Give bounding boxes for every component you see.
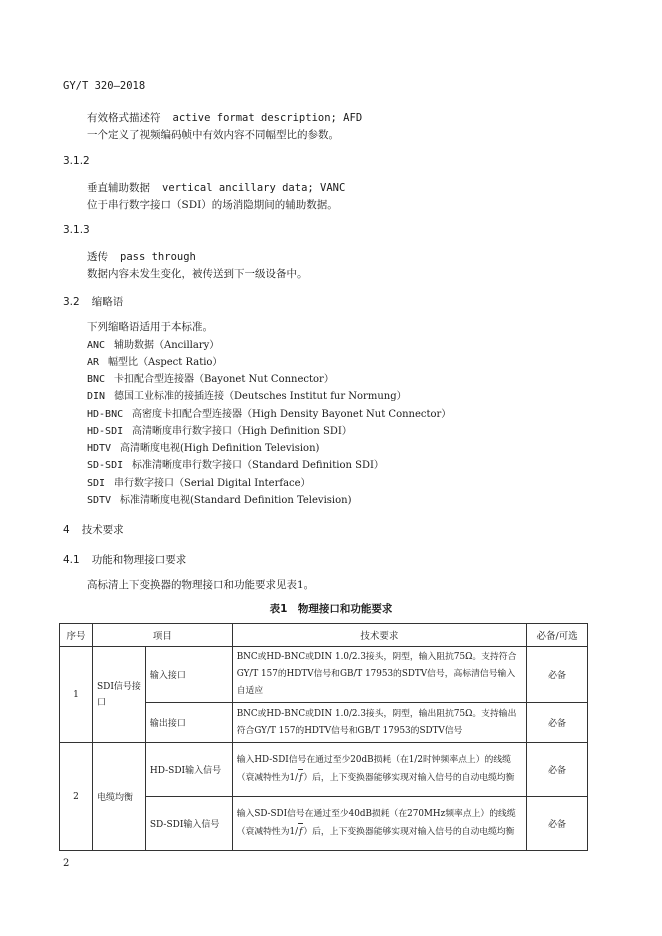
requirements-table: [59, 623, 588, 851]
header-item: 项目: [92, 624, 232, 647]
row-requirement: 输入SD-SDI信号在通过至少40dB损耗（在270MHz频率点上）的线缆（衰减特性为1/f）后，上下变换器能够实现对输入信号的自动电缆均衡: [232, 797, 526, 851]
term-english: vertical ancillary data; VANC: [162, 182, 346, 194]
abbreviation-item: HDTV 高清晰度电视(High Definition Television): [87, 443, 320, 454]
page-number: 2: [63, 858, 70, 869]
abbreviation-item: DIN 德国工业标准的接插连接（Deutsches Institut fur Normung）: [87, 391, 407, 402]
row-item: HD-SDI输入信号: [145, 743, 232, 797]
row-requirement: BNC或HD-BNC或DIN 1.0/2.3接头，阴型，输出阻抗75Ω。支持输出符合GY/T 157的HDTV信号和GB/T 17953的SDTV信号: [232, 703, 526, 743]
abbreviation-item: HD-BNC 高密度卡扣配合型连接器（High Density Bayonet Nut Connector）: [87, 409, 452, 420]
header-requirement: 技术要求: [232, 624, 526, 647]
row-requirement: BNC或HD-BNC或DIN 1.0/2.3接头，阴型，输入阻抗75Ω。支持符合GY/T 157的HDTV信号和GB/T 17953的SDTV信号，高标清信号输入自适应: [232, 647, 526, 703]
section-title: 功能和物理接口要求: [91, 554, 187, 566]
definition-vanc: 位于串行数字接口（SDI）的场消隐期间的辅助数据。: [87, 199, 338, 211]
sqrt-symbol: f: [298, 823, 303, 841]
row-number: 2: [60, 743, 93, 851]
abbreviation-intro: 下列缩略语适用于本标准。: [87, 321, 213, 333]
term-vanc: [87, 180, 345, 195]
header-no: 序号: [60, 624, 93, 647]
section-intro: 高标清上下变换器的物理接口和功能要求见表1。: [87, 579, 315, 591]
clause-number-3-1-2: 3.1.2: [63, 155, 90, 167]
term-chinese: 透传: [87, 251, 108, 263]
row-item: SD-SDI输入信号: [145, 797, 232, 851]
abbreviation-item: AR 幅型比（Aspect Ratio）: [87, 357, 223, 368]
abbreviation-item: BNC 卡扣配合型连接器（Bayonet Nut Connector）: [87, 374, 334, 385]
row-group: 电缆均衡: [92, 743, 145, 851]
section-heading-3-2: [63, 294, 123, 309]
section-number: 4.1: [63, 554, 80, 566]
definition-pass-through: 数据内容未发生变化，被传送到下一级设备中。: [87, 268, 308, 280]
row-group: SDI信号接口: [92, 647, 145, 743]
row-need: 必备: [527, 647, 588, 703]
table-row: [60, 743, 588, 797]
row-item: 输入接口: [145, 647, 232, 703]
table-header-row: [60, 624, 588, 647]
row-need: 必备: [527, 743, 588, 797]
section-title: 技术要求: [81, 524, 124, 536]
definition-afd: 一个定义了视频编码帧中有效内容不同幅型比的参数。: [87, 129, 339, 141]
abbreviation-item: ANC 辅助数据（Ancillary）: [87, 340, 220, 351]
sqrt-symbol: f: [298, 769, 303, 787]
table-caption: 表1 物理接口和功能要求: [269, 603, 393, 615]
abbreviation-item: SDTV 标准清晰度电视(Standard Definition Television): [87, 495, 352, 506]
section-heading-4-1: [63, 552, 186, 567]
term-afd: [87, 110, 362, 125]
row-requirement: 输入HD-SDI信号在通过至少20dB损耗（在1/2时钟频率点上）的线缆（衰减特性为1/f）后，上下变换器能够实现对输入信号的自动电缆均衡: [232, 743, 526, 797]
row-item: 输出接口: [145, 703, 232, 743]
section-title: 缩略语: [91, 296, 124, 308]
row-number: 1: [60, 647, 93, 743]
term-english: pass through: [120, 251, 196, 263]
table-row: [60, 647, 588, 703]
term-english: active format description; AFD: [172, 112, 363, 124]
abbreviation-item: SD-SDI 标准清晰度串行数字接口（Standard Definition SDI）: [87, 460, 384, 471]
term-pass-through: [87, 249, 196, 264]
abbreviation-item: SDI 串行数字接口（Serial Digital Interface）: [87, 478, 311, 489]
section-number: 4: [63, 524, 70, 536]
header-required: 必备/可选: [527, 624, 588, 647]
standard-number-header: GY/T 320—2018: [63, 80, 146, 92]
term-chinese: 有效格式描述符: [87, 112, 161, 124]
section-heading-4: [63, 522, 124, 537]
row-need: 必备: [527, 703, 588, 743]
abbreviation-item: HD-SDI 高清晰度串行数字接口（High Definition SDI）: [87, 426, 352, 437]
row-need: 必备: [527, 797, 588, 851]
term-chinese: 垂直辅助数据: [87, 182, 150, 194]
section-number: 3.2: [63, 296, 80, 308]
clause-number-3-1-3: 3.1.3: [63, 224, 90, 236]
